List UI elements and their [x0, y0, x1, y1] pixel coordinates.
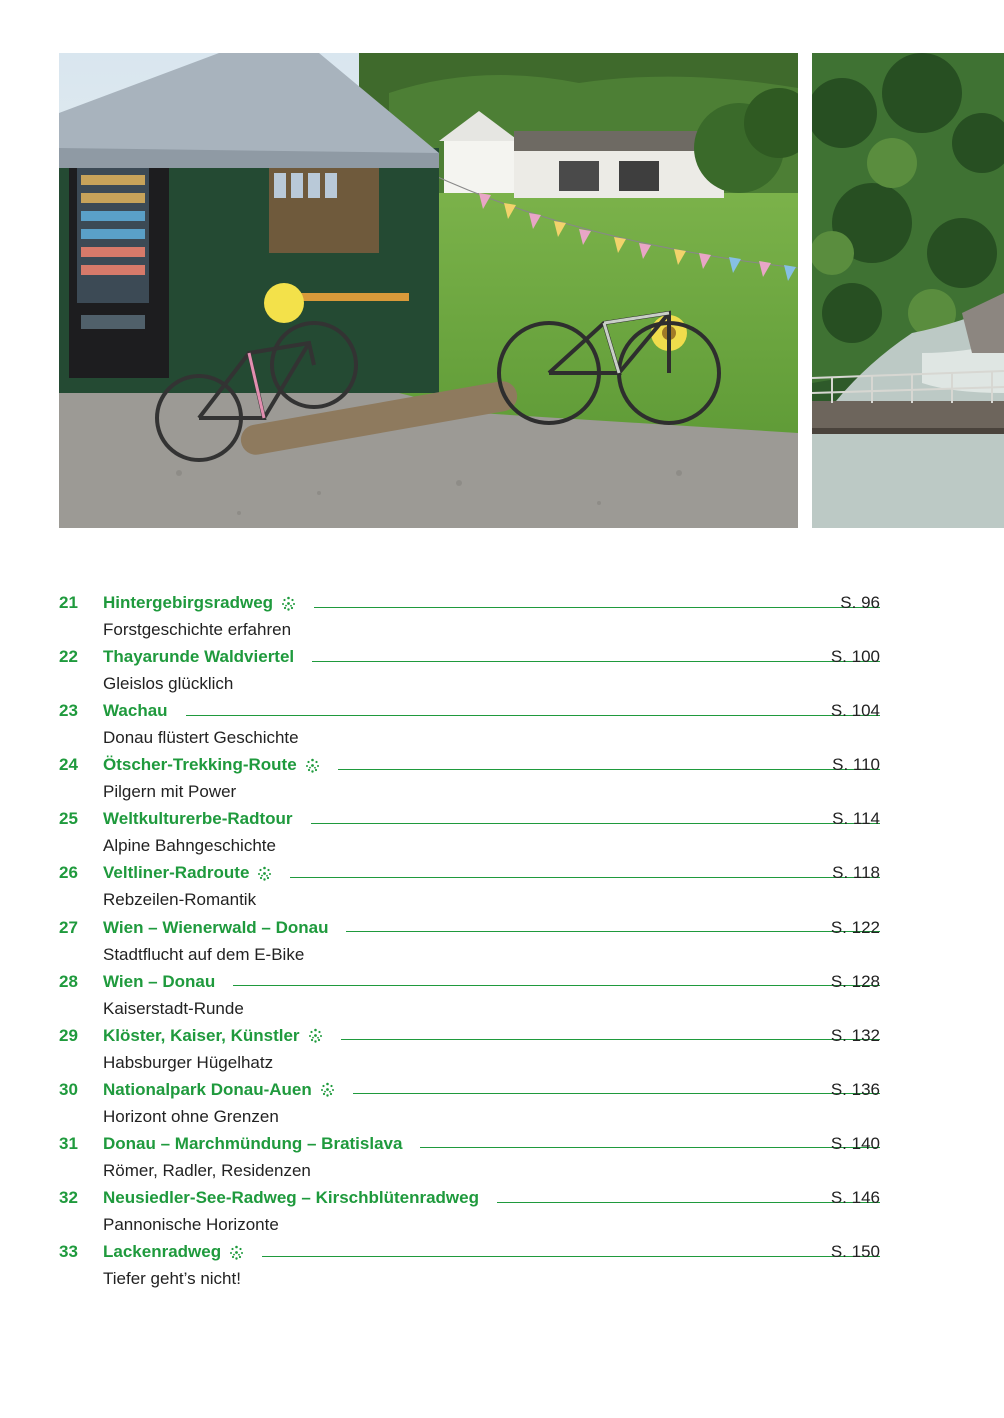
- toc-title[interactable]: Hintergebirgsradweg: [103, 593, 274, 612]
- ebike-dots-icon: [320, 1082, 335, 1097]
- toc-entry[interactable]: [0, 806, 1004, 860]
- toc-title-line: [103, 1185, 880, 1211]
- toc-page-number[interactable]: S. 146: [830, 1188, 880, 1208]
- toc-subtitle: Alpine Bahngeschichte: [103, 836, 276, 856]
- toc-entry[interactable]: [0, 1131, 1004, 1185]
- toc-entry[interactable]: [0, 590, 1004, 644]
- toc-title[interactable]: Thayarunde Waldviertel: [103, 647, 295, 667]
- toc-title[interactable]: Wachau: [103, 701, 168, 721]
- toc-number: 31: [59, 1133, 78, 1153]
- toc-title[interactable]: Veltliner-Radroute: [103, 863, 250, 883]
- ebike-dots-icon: [257, 866, 272, 881]
- toc-number: 24: [59, 755, 78, 775]
- leader-line: [262, 1256, 880, 1257]
- toc-entry-header: [0, 644, 1004, 670]
- toc-number: 32: [59, 1188, 78, 1208]
- toc-entry-header: [0, 698, 1004, 724]
- toc-title[interactable]: Nationalpark Donau-Auen: [103, 1079, 312, 1099]
- toc-entry-header: [0, 590, 1004, 616]
- toc-page-number[interactable]: S. 132: [830, 1025, 880, 1045]
- toc-entry[interactable]: [0, 1023, 1004, 1077]
- toc-title-line: [103, 1239, 880, 1265]
- toc-page-number[interactable]: S. 140: [830, 1133, 880, 1153]
- toc-title-line: [103, 590, 880, 616]
- toc-entry-header: [0, 1131, 1004, 1157]
- toc-title[interactable]: Wien – Wienerwald – Donau: [103, 917, 329, 937]
- toc-subtitle: Pannonische Horizonte: [103, 1215, 279, 1235]
- toc-page-number[interactable]: S. 122: [830, 917, 880, 937]
- leader-line: [233, 985, 880, 986]
- toc-number: 22: [59, 647, 78, 667]
- toc-title[interactable]: Weltkulturerbe-Radtour: [103, 809, 293, 829]
- leader-line: [338, 769, 880, 770]
- leader-line: [186, 715, 880, 716]
- leader-line: [346, 931, 880, 932]
- photo-river-bridge: [812, 53, 1004, 528]
- toc-subtitle: Tiefer geht’s nicht!: [103, 1269, 241, 1289]
- toc-title-line: [103, 915, 880, 941]
- toc-entry-header: [0, 1239, 1004, 1265]
- toc-title-line: [103, 1023, 880, 1049]
- toc-subtitle: Horizont ohne Grenzen: [103, 1106, 279, 1126]
- ebike-dots-icon: [308, 1028, 323, 1043]
- toc-number: 21: [59, 593, 78, 612]
- toc-entry[interactable]: [0, 860, 1004, 914]
- toc-entry-header: [0, 806, 1004, 832]
- toc-number: 33: [59, 1242, 78, 1262]
- toc-entry-header: [0, 752, 1004, 778]
- toc-page-number[interactable]: S. 136: [830, 1079, 880, 1099]
- toc-title[interactable]: Wien – Donau: [103, 971, 216, 991]
- toc-title-line: [103, 1077, 880, 1103]
- leader-line: [353, 1093, 880, 1094]
- toc-title-line: [103, 860, 880, 886]
- toc-entry[interactable]: [0, 644, 1004, 698]
- toc-entry[interactable]: [0, 752, 1004, 806]
- toc-number: 25: [59, 809, 78, 829]
- toc-title-line: [103, 969, 880, 995]
- photo-bike-station: [59, 53, 798, 528]
- leader-line: [311, 823, 880, 824]
- toc-number: 28: [59, 971, 78, 991]
- ebike-dots-icon: [305, 758, 320, 773]
- toc-entry-header: [0, 1023, 1004, 1049]
- toc-entry[interactable]: [0, 915, 1004, 969]
- toc-number: 29: [59, 1025, 78, 1045]
- leader-line: [314, 607, 880, 608]
- toc-subtitle: Habsburger Hügelhatz: [103, 1052, 274, 1072]
- toc-subtitle: Donau flüstert Geschichte: [103, 728, 299, 748]
- toc-title-line: [103, 698, 880, 724]
- leader-line: [290, 877, 880, 878]
- toc-entry-header: [0, 1185, 1004, 1211]
- toc-subtitle: Pilgern mit Power: [103, 782, 237, 802]
- toc-subtitle: Stadtflucht auf dem E-Bike: [103, 944, 305, 964]
- toc-entry-header: [0, 860, 1004, 886]
- toc-subtitle: Kaiserstadt-Runde: [103, 998, 244, 1018]
- leader-line: [341, 1039, 880, 1040]
- toc-entry[interactable]: [0, 698, 1004, 752]
- toc-page-number[interactable]: S. 118: [832, 863, 880, 883]
- toc-title[interactable]: Klöster, Kaiser, Künstler: [103, 1025, 300, 1045]
- toc-title-line: [103, 1131, 880, 1157]
- toc-subtitle: Forstgeschichte erfahren: [103, 620, 292, 639]
- toc-number: 30: [59, 1079, 78, 1099]
- leader-line: [312, 661, 880, 662]
- toc-entry-header: [0, 915, 1004, 941]
- ebike-dots-icon: [229, 1245, 244, 1260]
- toc-entry[interactable]: [0, 1077, 1004, 1131]
- toc-entry[interactable]: [0, 1185, 1004, 1239]
- toc-title[interactable]: Lackenradweg: [103, 1242, 222, 1262]
- toc-subtitle: Gleislos glücklich: [103, 674, 234, 694]
- toc-entry-header: [0, 969, 1004, 995]
- toc-title[interactable]: Donau – Marchmündung – Bratislava: [103, 1133, 403, 1153]
- toc-title[interactable]: Neusiedler-See-Radweg – Kirschblütenradweg: [103, 1188, 479, 1208]
- toc-page-number[interactable]: S. 110: [832, 755, 880, 775]
- toc-number: 26: [59, 863, 78, 883]
- toc-page-number[interactable]: S. 96: [840, 593, 880, 612]
- toc-entry[interactable]: [0, 969, 1004, 1023]
- toc-title[interactable]: Ötscher-Trekking-Route: [103, 755, 297, 775]
- toc-page-number[interactable]: S. 104: [830, 701, 880, 721]
- toc-entry[interactable]: [0, 1239, 1004, 1293]
- toc-page-number[interactable]: S. 150: [830, 1242, 880, 1262]
- toc-page-number[interactable]: S. 114: [832, 809, 880, 829]
- toc-number: 27: [59, 917, 78, 937]
- toc-number: 23: [59, 701, 78, 721]
- toc-subtitle: Römer, Radler, Residenzen: [103, 1160, 311, 1180]
- toc-title-line: [103, 752, 880, 778]
- toc-page-number[interactable]: S. 100: [830, 647, 880, 667]
- toc-page-number[interactable]: S. 128: [830, 971, 880, 991]
- toc-title-line: [103, 644, 880, 670]
- toc-entry-header: [0, 1077, 1004, 1103]
- table-of-contents: [0, 590, 1004, 1293]
- toc-subtitle: Rebzeilen-Romantik: [103, 890, 257, 910]
- ebike-dots-icon: [281, 596, 296, 611]
- toc-title-line: [103, 806, 880, 832]
